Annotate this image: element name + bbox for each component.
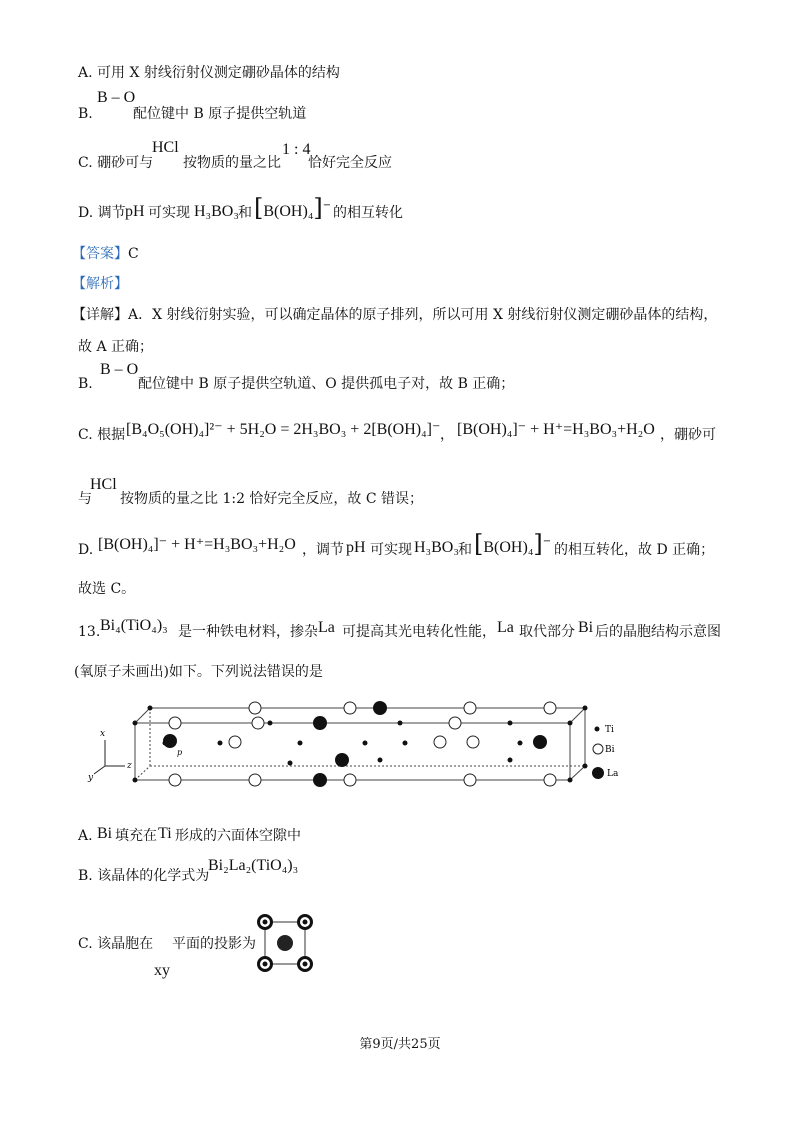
q13-la2: La — [497, 619, 514, 636]
q13-opt-a-tail: 形成的六面体空隙中 — [175, 828, 301, 844]
option-b-label: B. — [78, 106, 93, 122]
detail-line-2: 故 A 正确； — [78, 339, 154, 355]
detail-d-tail: 的相互转化，故 D 正确； — [554, 542, 715, 558]
q13-opt-b-label: B. 该晶体的化学式为 — [78, 868, 210, 884]
q13-opt-a-ti: Ti — [158, 825, 172, 842]
detail-line-1: 【详解】A．X 射线衍射实验，可以确定晶体的原子排列，所以可用 X 射线衍射仪测定硼砂晶体的结构， — [72, 307, 718, 323]
detail-d-h3bo3: H₃BO₃ — [414, 539, 459, 556]
detail-c2-text: 按物质的量之比 1:2 恰好完全反应，故 C 错误； — [120, 491, 424, 507]
analysis-bracket-right: 】 — [114, 276, 128, 292]
answer-bracket-left: 【 — [72, 246, 86, 262]
detail-d-boh4: B(OH)₄ — [483, 539, 534, 556]
axes — [94, 740, 125, 774]
crystal-cell-diagram — [80, 698, 640, 798]
answer-line — [72, 247, 139, 261]
legend-bi-marker — [593, 744, 603, 754]
legend-ti-label: Ti — [605, 725, 614, 735]
q13-opt-c-xy: xy — [154, 962, 170, 979]
detail-d-eq: [B(OH)₄]⁻ + H⁺=H₃BO₃+H₂O — [98, 536, 296, 553]
legend-bi-label: Bi — [605, 745, 615, 755]
detail-b-formula: B – O — [100, 361, 139, 378]
detail-d-mid: ，调节 — [302, 542, 344, 558]
q13-opt-b-formula: Bi₂La₂(TiO₄)₃ — [208, 857, 299, 874]
detail-b-text: 配位键中 B 原子提供空轨道、O 提供孤电子对，故 B 正确； — [138, 376, 515, 392]
detail-d-bracket: [B(OH)₄]− — [474, 530, 552, 558]
q13-t4: 后的晶胞结构示意图 — [595, 624, 721, 640]
q13-t1: 是一种铁电材料，掺杂 — [178, 624, 318, 640]
detail-c-tail: ，硼砂可 — [660, 427, 716, 443]
answer-bracket-right: 】 — [114, 246, 128, 262]
option-d-tail: 的相互转化 — [333, 205, 403, 221]
q13-formula: Bi₄(TiO₄)₃ — [100, 617, 168, 634]
axis-y-label: y — [88, 773, 94, 783]
option-d-h3bo3: H₃BO₃ — [194, 203, 239, 220]
detail-c-eq1: [B₄O₅(OH)₄]²⁻ + 5H₂O = 2H₃BO₃ + 2[B(OH)₄]⁻ — [126, 421, 441, 438]
option-c-label: C. 硼砂可与 — [78, 155, 154, 171]
page-footer: 第9页/共25页 — [359, 1037, 441, 1052]
axis-z-label: z — [127, 761, 132, 771]
q13-opt-a-bi: Bi — [97, 825, 113, 842]
option-c-mid: 按物质的量之比 — [183, 155, 281, 171]
q13-opt-a-label: A. — [78, 828, 93, 844]
detail-d-and: 和 — [458, 542, 472, 558]
detail-c2-hcl: HCl — [90, 476, 117, 493]
q13-number: 13. — [78, 624, 101, 640]
option-d-bracket: [B(OH)₄]− — [254, 194, 332, 222]
option-c-tail: 恰好完全反应 — [308, 155, 392, 171]
analysis-bracket-left: 【 — [72, 276, 86, 292]
center-atom — [277, 935, 293, 951]
detail-c2-lead: 与 — [78, 491, 92, 507]
bi-atoms — [169, 702, 556, 786]
detail-b-label: B. — [78, 376, 93, 392]
detail-c-sep: ， — [440, 427, 454, 443]
point-p-label: p — [177, 748, 183, 757]
option-a: A. 可用 X 射线衍射仪测定硼砂晶体的结构 — [78, 65, 340, 81]
detail-c-label: C. 根据 — [78, 427, 126, 443]
analysis-label: 解析 — [86, 276, 114, 292]
analysis-heading — [72, 277, 128, 291]
q13-t2: 可提高其光电转化性能， — [342, 624, 496, 640]
detail-conclusion: 故选 C。 — [78, 581, 136, 597]
legend-la-marker — [592, 767, 604, 779]
option-c-hcl: HCl — [152, 139, 179, 156]
option-d-ph: pH — [125, 203, 145, 220]
option-d-mid: 可实现 — [148, 205, 190, 221]
detail-d-mid2: 可实现 — [370, 542, 412, 558]
detail-c-eq2: [B(OH)₄]⁻ + H⁺=H₃BO₃+H₂O — [457, 421, 655, 438]
cell-frame — [135, 708, 585, 780]
ti-atoms — [133, 706, 588, 783]
q13-line2: (氧原子未画出)如下。下列说法错误的是 — [74, 664, 323, 680]
xy-projection-figure — [252, 909, 316, 975]
option-d-boh4: B(OH)₄ — [263, 203, 314, 220]
q13-opt-c-label: C. 该晶胞在 — [78, 936, 154, 952]
option-c-ratio: 1 : 4 — [282, 141, 311, 158]
answer-label: 答案 — [86, 246, 114, 262]
legend-la-label: La — [607, 769, 619, 779]
legend-ti-marker — [595, 727, 600, 732]
option-b-text: 配位键中 B 原子提供空轨道 — [133, 106, 307, 122]
option-b-formula: B – O — [97, 89, 136, 106]
answer-value: C — [128, 246, 139, 262]
detail-d-ph: pH — [346, 539, 366, 556]
axis-x-label: x — [100, 729, 106, 739]
q13-la: La — [318, 619, 335, 636]
detail-d-label: D. — [78, 542, 94, 558]
q13-bi: Bi — [578, 619, 594, 636]
q13-opt-a-mid: 填充在 — [115, 828, 157, 844]
option-d-label: D. 调节 — [78, 205, 126, 221]
q13-t3: 取代部分 — [519, 624, 575, 640]
option-d-and: 和 — [238, 205, 252, 221]
q13-opt-c-tail: 平面的投影为 — [172, 936, 256, 952]
